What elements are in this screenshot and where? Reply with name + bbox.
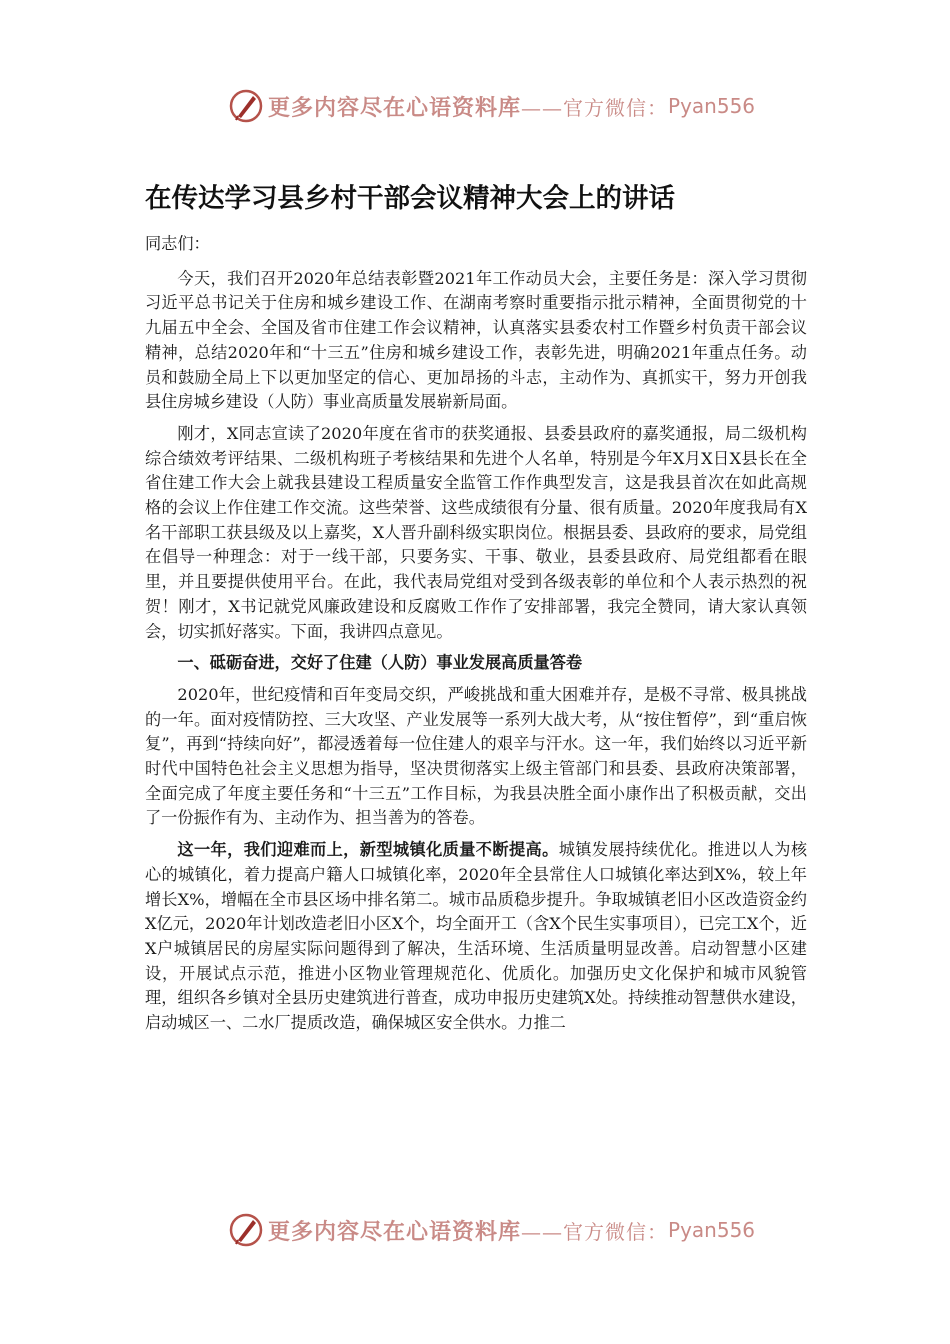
- section-heading-1: 一、砥砺奋进，交好了住建（人防）事业发展高质量答卷: [177, 653, 583, 673]
- header-watermark-banner: [228, 86, 755, 126]
- document-body: [145, 232, 807, 1043]
- banner-contact-text: ——官方微信：: [521, 95, 669, 120]
- paragraph-urbanization-text: 城镇发展持续优化。推进以人为核心的城镇化，着力提高户籍人口城镇化率，2020年全县常住人口城镇化率达到X%，较上年增长X%，增幅在全市县区场中排名第二。城市品质稳步提升。争取城镇老旧小区改造资金约X亿元，2020年计划改造老旧小区X个，均全面开工（含X个民生实事项目），已完工X个，近X户城镇居民的房屋实际问题得到了解决，生活环境、生活质量明显改善。启动智慧小区建设，开展试点示范，推进小区物业管理规范化、优质化。加强历史文化保护和城市风貌管理，组织各乡镇对全县历史建筑进行普查，成功申报历史建筑X处。持续推动智慧供水建设，启动城区一、二水厂提质改造，确保城区安全供水。力推二: [145, 840, 808, 1033]
- banner-wechat-handle: Pyan556: [668, 94, 756, 118]
- banner-brand-text: 更多内容尽在心语资料库: [268, 94, 522, 121]
- salutation: 同志们：: [145, 234, 210, 253]
- footer-watermark-banner: [228, 1210, 755, 1250]
- paragraph-year-review: 2020年，世纪疫情和百年变局交织，严峻挑战和重大困难并存，是极不寻常、极具挑战的一年。面对疫情防控、三大攻坚、产业发展等一系列大战大考，从“按住暂停”，到“重启恢复”，再到“持续向好”，都浸透着每一位住建人的艰辛与汗水。这一年，我们始终以习近平新时代中国特色社会主义思想为指导，坚决贯彻落实上级主管部门和县委、县政府决策部署，全面完成了年度主要任务和“十三五”工作目标，为我县决胜全面小康作出了积极贡献，交出了一份振作有为、主动作为、担当善为的答卷。: [145, 684, 807, 828]
- paragraph-commendations: 刚才，X同志宣读了2020年度在省市的获奖通报、县委县政府的嘉奖通报，局二级机构综合绩效考评结果、二级机构班子考核结果和先进个人名单，特别是今年X月X日X县长在全省住建工作大会上就我县建设工程质量安全监管工作作典型发言，这是我县首次在如此高规格的会议上作住建工作交流。这些荣誉、这些成绩很有分量、很有质量。2020年度我局有X名干部职工获县级及以上嘉奖，X人晋升副科级实职岗位。根据县委、县政府的要求，局党组在倡导一种理念：对于一线干部，只要务实、干事、敬业，县委县政府、局党组都看在眼里，并且要提供使用平台。在此，我代表局党组对受到各级表彰的单位和个人表示热烈的祝贺！刚才，X书记就党风廉政建设和反腐败工作作了安排部署，我完全赞同，请大家认真领会，切实抓好落实。下面，我讲四点意见。: [145, 423, 807, 641]
- banner-brand-text: 更多内容尽在心语资料库: [268, 1218, 522, 1245]
- paragraph-opening: 今天，我们召开2020年总结表彰暨2021年工作动员大会，主要任务是：深入学习贯彻习近平总书记关于住房和城乡建设工作、在湖南考察时重要指示批示精神，全面贯彻党的十九届五中全会、全国及省市住建工作会议精神，认真落实县委农村工作暨乡村负责干部会议精神，总结2020年和“十三五”住房和城乡建设工作，表彰先进，明确2021年重点任务。动员和鼓励全局上下以更加坚定的信心、更加昂扬的斗志，主动作为、真抓实干，努力开创我县住房城乡建设（人防）事业高质量发展崭新局面。: [145, 268, 807, 412]
- document-title: 在传达学习县乡村干部会议精神大会上的讲话: [145, 183, 675, 214]
- quill-logo-icon: [228, 88, 264, 124]
- banner-contact-text: ——官方微信：: [521, 1219, 669, 1244]
- paragraph-lead-sentence: 这一年，我们迎难而上，新型城镇化质量不断提高。: [177, 840, 559, 860]
- paragraph-urbanization: [145, 838, 807, 1036]
- quill-logo-icon: [228, 1212, 264, 1248]
- banner-wechat-handle: Pyan556: [668, 1218, 756, 1242]
